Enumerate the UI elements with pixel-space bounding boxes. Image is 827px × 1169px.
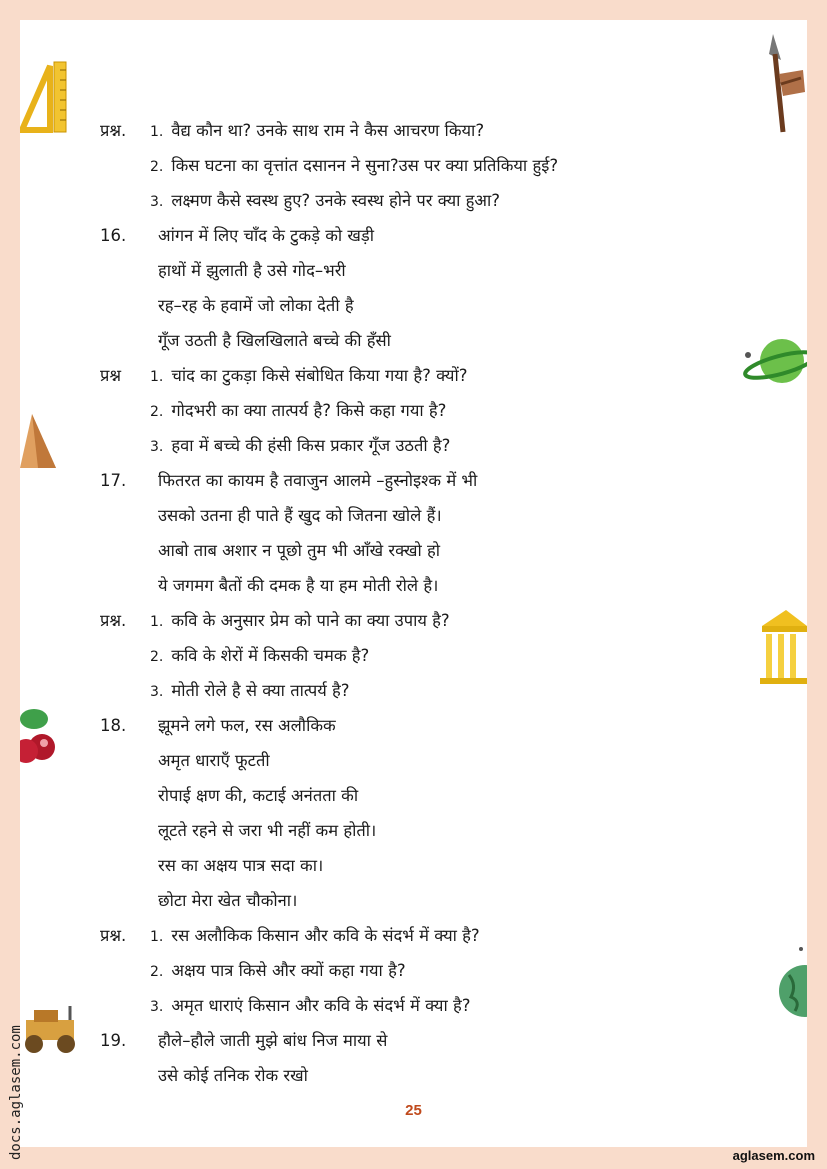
line-content: [150, 746, 270, 777]
line-text: लक्ष्मण कैसे स्वस्थ हुए? उनके स्वस्थ होने पर क्या हुआ?: [171, 191, 501, 210]
line-text: लूटते रहने से जरा भी नहीं कम होती।: [158, 821, 377, 840]
text-line: [20, 501, 807, 531]
line-text: वैद्य कौन था? उनके साथ राम ने कैस आचरण किया?: [171, 121, 485, 140]
text-line: [20, 816, 807, 846]
line-text: आंगन में लिए चाँद के टुकड़े को खड़ी: [158, 226, 375, 245]
line-content: [150, 501, 442, 532]
text-line: [20, 396, 807, 426]
text-line: [20, 1026, 807, 1056]
line-text: अक्षय पात्र किसे और क्यों कहा गया है?: [171, 961, 406, 980]
line-content: [150, 956, 406, 987]
text-line: [20, 466, 807, 496]
line-content: [150, 1061, 308, 1092]
watermark-text: docs.aglasem.com: [8, 1025, 24, 1160]
line-content: [150, 431, 450, 462]
line-content: [150, 186, 500, 217]
line-text: चांद का टुकड़ा किसे संबोधित किया गया है? क्यों?: [171, 366, 468, 385]
line-label: 18.: [100, 716, 127, 735]
line-content: [150, 326, 391, 357]
question-number: 1.: [150, 614, 164, 630]
text-line: [20, 431, 807, 461]
question-number: 2.: [150, 649, 164, 665]
line-content: [150, 256, 346, 287]
line-text: कवि के शेरों में किसकी चमक है?: [171, 646, 370, 665]
line-text: हौले–हौले जाती मुझे बांध निज माया से: [158, 1031, 388, 1050]
text-line: [20, 1061, 807, 1091]
text-line: [20, 571, 807, 601]
text-line: [20, 291, 807, 321]
line-text: उसको उतना ही पाते हैं खुद को जितना खोले हैं।: [158, 506, 442, 525]
line-content: [150, 1026, 387, 1057]
text-line: [20, 676, 807, 706]
text-line: [20, 711, 807, 741]
question-number: 1.: [150, 369, 164, 385]
line-text: कवि के अनुसार प्रेम को पाने का क्या उपाय है?: [171, 611, 450, 630]
line-text: अमृत धाराएं किसान और कवि के संदर्भ में क्या है?: [171, 996, 471, 1015]
question-number: 3.: [150, 439, 164, 455]
line-text: ये जगमग बैतों की दमक है या हम मोती रोले है।: [158, 576, 439, 595]
text-line: [20, 851, 807, 881]
line-content: [150, 571, 438, 602]
line-text: झूमने लगे फल, रस अलौकिक: [158, 716, 336, 735]
line-content: [150, 851, 323, 882]
question-number: 1.: [150, 124, 164, 140]
line-text: गोदभरी का क्या तात्पर्य है? किसे कहा गया है?: [171, 401, 447, 420]
line-content: [150, 151, 558, 182]
question-number: 1.: [150, 929, 164, 945]
text-line: [20, 921, 807, 951]
line-content: [150, 711, 336, 742]
question-number: 3.: [150, 684, 164, 700]
line-content: [150, 816, 376, 847]
line-text: फितरत का कायम है तवाजुन आलमे –हुस्नोइश्क में भी: [158, 471, 478, 490]
site-footer: aglasem.com: [732, 1148, 815, 1163]
line-text: हाथों में झुलाती है उसे गोद–भरी: [158, 261, 346, 280]
line-label: 16.: [100, 226, 127, 245]
line-text: अमृत धाराएँ फूटती: [158, 751, 270, 770]
line-label: प्रश्न.: [100, 611, 127, 630]
line-content: [150, 396, 446, 427]
question-number: 3.: [150, 194, 164, 210]
line-text: उसे कोई तनिक रोक रखो: [158, 1066, 308, 1085]
question-number: 2.: [150, 404, 164, 420]
line-text: किस घटना का वृत्तांत दसानन ने सुना?उस पर क्या प्रतिकिया हुई?: [171, 156, 559, 175]
text-line: [20, 256, 807, 286]
text-line: [20, 361, 807, 391]
question-number: 2.: [150, 964, 164, 980]
line-content: [150, 291, 354, 322]
line-text: गूँज उठती है खिलखिलाते बच्चे की हँसी: [158, 331, 391, 350]
text-line: [20, 186, 807, 216]
page-number: 25: [405, 1102, 422, 1119]
line-text: हवा में बच्चे की हंसी किस प्रकार गूँज उठती है?: [171, 436, 451, 455]
line-label: प्रश्न.: [100, 121, 127, 140]
line-content: [150, 466, 477, 497]
line-content: [150, 991, 471, 1022]
line-content: [150, 921, 480, 952]
text-line: [20, 326, 807, 356]
line-content: [150, 676, 350, 707]
line-content: [150, 606, 450, 637]
text-line: [20, 116, 807, 146]
document-page: [20, 20, 807, 1147]
text-line: [20, 991, 807, 1021]
line-content: [150, 781, 358, 812]
line-text: रस का अक्षय पात्र सदा का।: [158, 856, 324, 875]
question-number: 3.: [150, 999, 164, 1015]
line-content: [150, 641, 369, 672]
line-text: रोपाई क्षण की, कटाई अनंतता की: [158, 786, 359, 805]
text-line: [20, 746, 807, 776]
line-content: [150, 361, 468, 392]
text-line: [20, 641, 807, 671]
line-label: प्रश्न: [100, 366, 122, 385]
line-text: रह–रह के हवामें जो लोका देती है: [158, 296, 354, 315]
text-line: [20, 151, 807, 181]
question-number: 2.: [150, 159, 164, 175]
line-content: [150, 536, 440, 567]
line-label: प्रश्न.: [100, 926, 127, 945]
text-line: [20, 536, 807, 566]
line-text: रस अलौकिक किसान और कवि के संदर्भ में क्या है?: [171, 926, 480, 945]
text-line: [20, 886, 807, 916]
text-line: [20, 606, 807, 636]
text-line: [20, 781, 807, 811]
line-content: [150, 221, 374, 252]
line-text: मोती रोले है से क्या तात्पर्य है?: [171, 681, 350, 700]
line-text: आबो ताब अशार न पूछो तुम भी आँखे रक्खो हो: [158, 541, 441, 560]
text-line: [20, 221, 807, 251]
text-line: [20, 956, 807, 986]
line-label: 17.: [100, 471, 127, 490]
line-content: [150, 116, 484, 147]
line-label: 19.: [100, 1031, 127, 1050]
line-text: छोटा मेरा खेत चौकोना।: [158, 891, 298, 910]
line-content: [150, 886, 297, 917]
